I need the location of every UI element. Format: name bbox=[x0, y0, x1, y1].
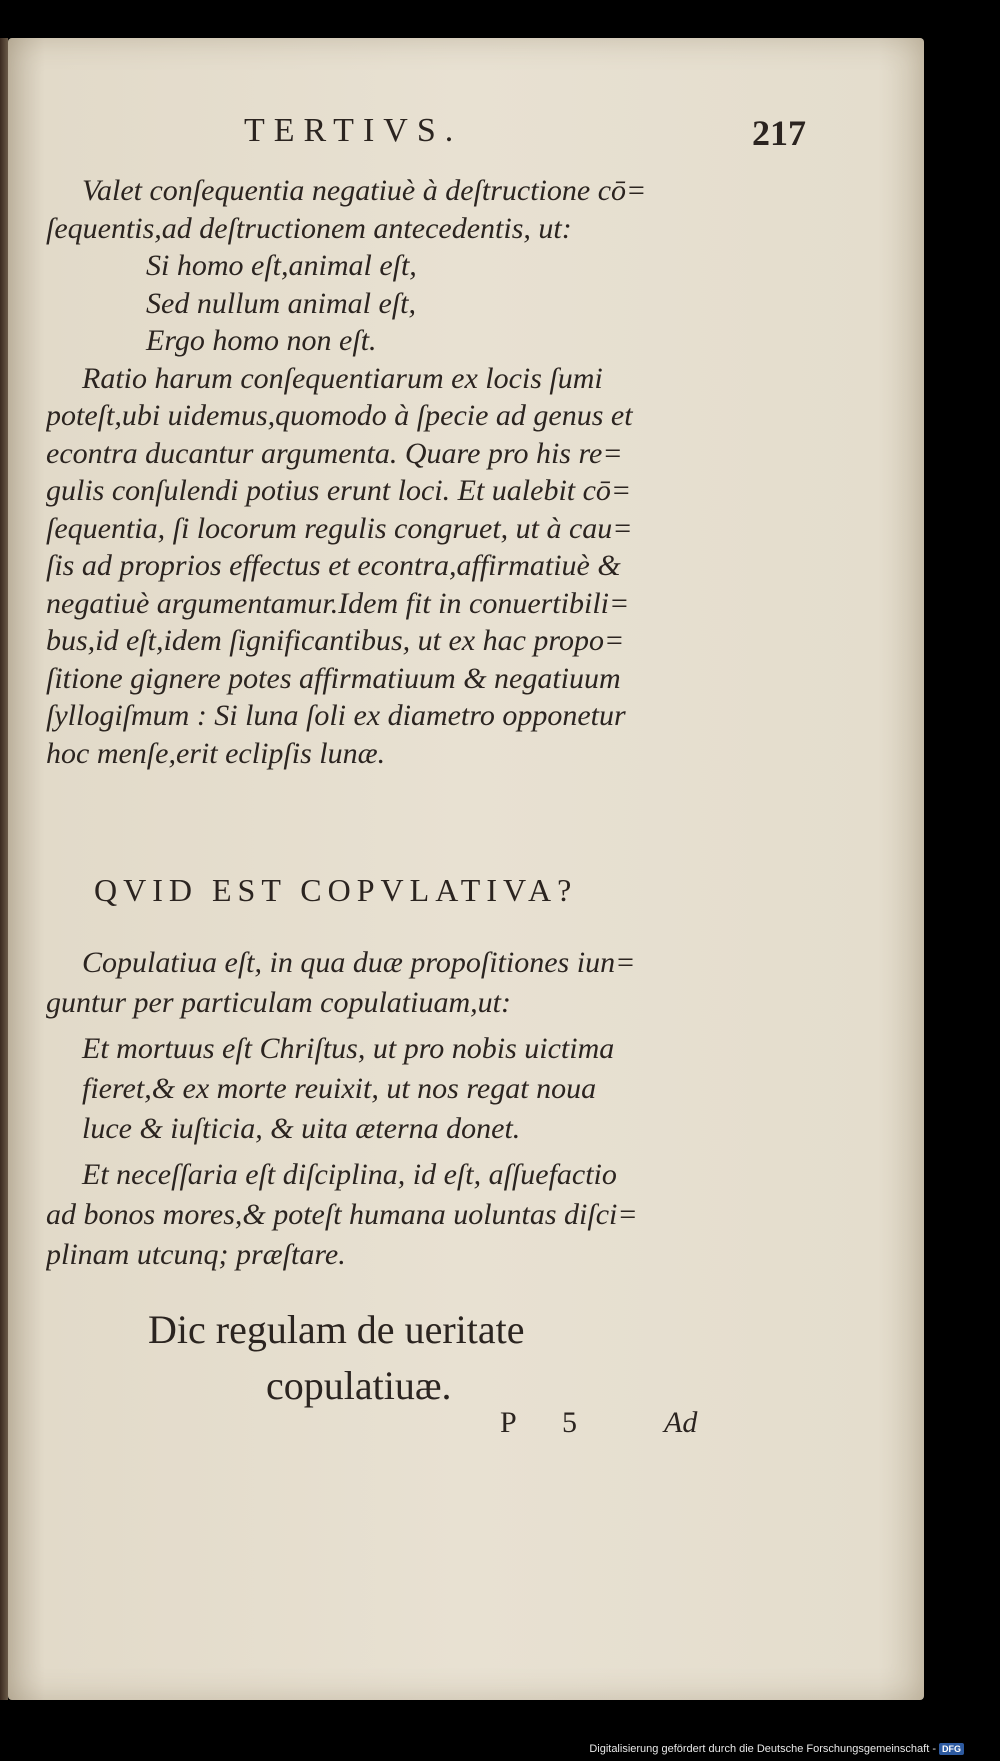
page-header bbox=[0, 112, 1000, 152]
dfg-logo: DFG bbox=[939, 1743, 964, 1755]
body-text bbox=[46, 172, 722, 772]
text-line: Si homo eſt,animal eſt, bbox=[146, 249, 417, 282]
catchline bbox=[0, 1406, 1000, 1446]
text-line: luce & iuſticia, & uita æterna donet. bbox=[82, 1112, 521, 1145]
running-head: TERTIVS. bbox=[244, 112, 463, 149]
catchword: Ad bbox=[664, 1406, 698, 1439]
page-number: 217 bbox=[752, 113, 806, 153]
signature-letter: P bbox=[500, 1406, 517, 1439]
text-line: ad bonos mores,& poteſt humana uoluntas diſci= bbox=[46, 1198, 638, 1231]
text-line: Ratio harum conſequentiarum ex locis ſumi bbox=[82, 361, 603, 395]
text-line: hoc menſe,erit eclipſis lunæ. bbox=[46, 736, 386, 770]
text-line: Valet conſequentia negatiuè à deſtructione cō= bbox=[82, 174, 647, 207]
signature-number: 5 bbox=[562, 1406, 577, 1439]
question-line-2: copulatiuæ. bbox=[266, 1363, 452, 1408]
text-line: negatiuè argumentamur.Idem fit in conuertibili= bbox=[46, 586, 630, 620]
text-line: poteſt,ubi uidemus,quomodo à ſpecie ad genus et bbox=[46, 399, 633, 432]
text-line: gulis conſulendi potius erunt loci. Et ualebit cō= bbox=[46, 474, 632, 507]
text-line: Et neceſſaria eſt diſciplina, id eſt, aſſuefactio bbox=[82, 1158, 617, 1191]
text-line: Ergo homo non eſt. bbox=[146, 324, 377, 357]
text-line: Sed nullum animal eſt, bbox=[146, 286, 416, 320]
text-line: Et mortuus eſt Chriſtus, ut pro nobis uictima bbox=[82, 1032, 615, 1065]
body-text-2 bbox=[46, 943, 722, 1275]
digitization-footer bbox=[589, 1743, 964, 1755]
text-line: bus,id eſt,idem ſignificantibus, ut ex hac propo= bbox=[46, 624, 625, 657]
text-line: econtra ducantur argumenta. Quare pro his re= bbox=[46, 436, 623, 470]
question-heading bbox=[148, 1302, 524, 1414]
text-line: guntur per particulam copulatiuam,ut: bbox=[46, 986, 511, 1019]
text-line: ſequentia, ſi locorum regulis congruet, ut à cau= bbox=[46, 511, 633, 545]
text-line: ſitione gignere potes affirmatiuum & negatiuum bbox=[46, 661, 621, 695]
text-line: ſequentis,ad deſtructionem antecedentis, ut: bbox=[46, 211, 572, 245]
footer-text: Digitalisierung gefördert durch die Deutsche Forschungsgemeinschaft - bbox=[589, 1743, 936, 1755]
text-line: plinam utcunq; præſtare. bbox=[46, 1238, 346, 1271]
section-heading: QVID EST COPVLATIVA? bbox=[94, 872, 578, 908]
text-line: ſyllogiſmum : Si luna ſoli ex diametro opponetur bbox=[46, 699, 626, 732]
book-spine bbox=[0, 38, 8, 1700]
text-line: ſis ad proprios effectus et econtra,affirmatiuè & bbox=[46, 549, 621, 582]
text-line: Copulatiua eſt, in qua duæ propoſitiones iun= bbox=[82, 946, 636, 979]
question-line-1: Dic regulam de ueritate bbox=[148, 1307, 525, 1352]
text-line: fieret,& ex morte reuixit, ut nos regat noua bbox=[82, 1072, 597, 1105]
